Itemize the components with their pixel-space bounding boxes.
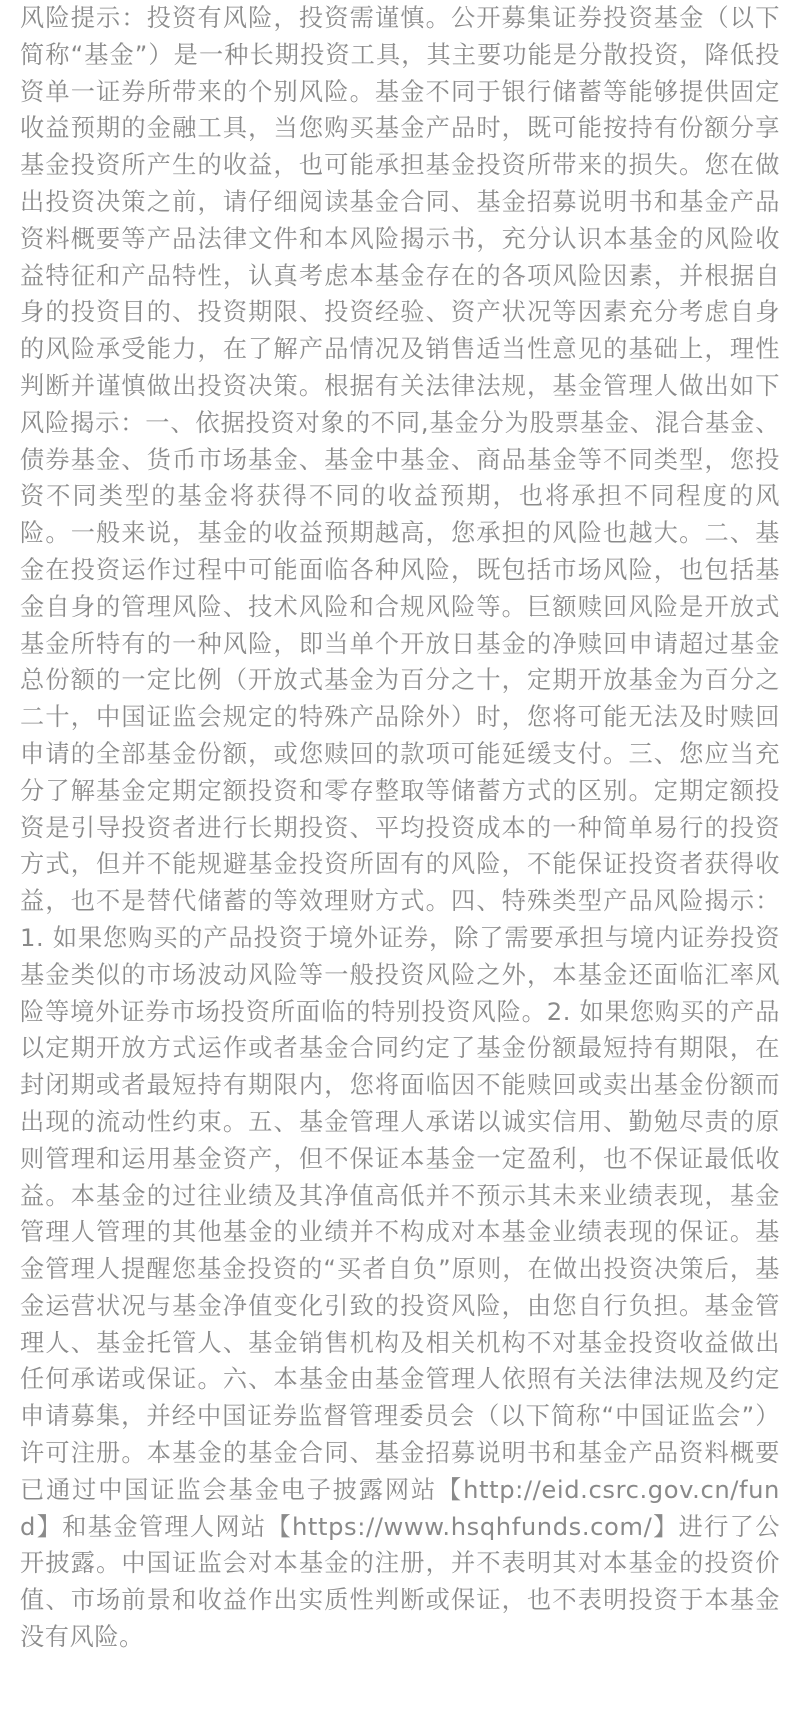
risk-disclosure-text: 风险提示：投资有风险，投资需谨慎。公开募集证券投资基金（以下简称“基金”）是一种长期投资工具，其主要功能是分散投资，降低投资单一证券所带来的个别风险。基金不同于银行储蓄等能够提供固定收益预期的金融工具，当您购买基金产品时，既可能按持有份额分享基金投资所产生的收益，也可能承担基金投资所带来的损失。您在做出投资决策之前，请仔细阅读基金合同、基金招募说明书和基金产品资料概要等产品法律文件和本风险揭示书，充分认识本基金的风险收益特征和产品特性，认真考虑本基金存在的各项风险因素，并根据自身的投资目的、投资期限、投资经验、资产状况等因素充分考虑自身的风险承受能力，在了解产品情况及销售适当性意见的基础上，理性判断并谨慎做出投资决策。根据有关法律法规，基金管理人做出如下风险揭示：一、依据投资对象的不同,基金分为股票基金、混合基金、债券基金、货币市场基金、基金中基金、商品基金等不同类型，您投资不同类型的基金将获得不同的收益预期，也将承担不同程度的风险。一般来说，基金的收益预期越高，您承担的风险也越大。二、基金在投资运作过程中可能面临各种风险，既包括市场风险，也包括基金自身的管理风险、技术风险和合规风险等。巨额赎回风险是开放式基金所特有的一种风险，即当单个开放日基金的净赎回申请超过基金总份额的一定比例（开放式基金为百分之十，定期开放基金为百分之二十，中国证监会规定的特殊产品除外）时，您将可能无法及时赎回申请的全部基金份额，或您赎回的款项可能延缓支付。三、您应当充分了解基金定期定额投资和零存整取等储蓄方式的区别。定期定额投资是引导投资者进行长期投资、平均投资成本的一种简单易行的投资方式，但并不能规避基金投资所固有的风险，不能保证投资者获得收益，也不是替代储蓄的等效理财方式。四、特殊类型产品风险揭示：1. 如果您购买的产品投资于境外证券，除了需要承担与境内证券投资基金类似的市场波动风险等一般投资风险之外，本基金还面临汇率风险等境外证券市场投资所面临的特别投资风险。2. 如果您购买的产品以定期开放方式运作或者基金合同约定了基金份额最短持有期限，在封闭期或者最短持有期限内，您将面临因不能赎回或卖出基金份额而出现的流动性约束。五、基金管理人承诺以诚实信用、勤勉尽责的原则管理和运用基金资产，但不保证本基金一定盈利，也不保证最低收益。本基金的过往业绩及其净值高低并不预示其未来业绩表现，基金管理人管理的其他基金的业绩并不构成对本基金业绩表现的保证。基金管理人提醒您基金投资的“买者自负”原则，在做出投资决策后，基金运营状况与基金净值变化引致的投资风险，由您自行负担。基金管理人、基金托管人、基金销售机构及相关机构不对基金投资收益做出任何承诺或保证。六、本基金由基金管理人依照有关法律法规及约定申请募集，并经中国证券监督管理委员会（以下简称“中国证监会”）许可注册。本基金的基金合同、基金招募说明书和基金产品资料概要已通过中国证监会基金电子披露网站【http://eid.csrc.gov.cn/fund】和基金管理人网站【https://www.hsqhfunds.com/】进行了公开披露。中国证监会对本基金的注册，并不表明其对本基金的投资价值、市场前景和收益作出实质性判断或保证，也不表明投资于本基金没有风险。	[20, 4, 780, 1652]
